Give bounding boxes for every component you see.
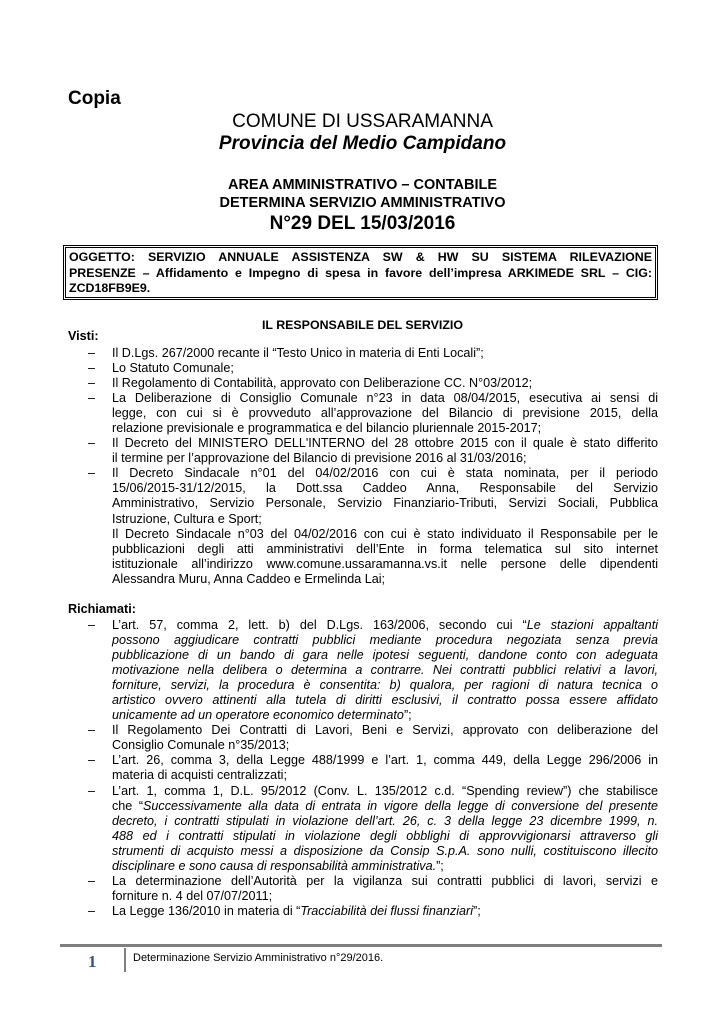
determina-heading: DETERMINA SERVIZIO AMMINISTRATIVO xyxy=(219,195,506,211)
list-item xyxy=(68,753,658,783)
quote-text: disciplinare e sono causa di responsabilità amministrativa. xyxy=(112,858,437,873)
list-item xyxy=(68,466,658,586)
quote-line: pubblicazione di un bando di gara nelle ipotesi seguenti, dandone conto con adeguata xyxy=(112,648,658,663)
quote-line: 488 ed i contratti stipulati in violazione degli obblighi di approvvigionarsi attraverso gli xyxy=(112,828,658,843)
item-line: relazione previsionale e programmatica e del bilancio pluriennale 2015-2017; xyxy=(112,421,542,436)
dash-bullet: – xyxy=(88,376,96,391)
dash-bullet: – xyxy=(88,873,96,888)
item-line: La determinazione dell’Autorità per la vigilanza sui contratti pubblici di lavori, servizi e xyxy=(112,873,658,888)
item-line: Consiglio Comunale n°35/2013; xyxy=(112,738,290,753)
item-line: forniture n. 4 del 07/07/2011; xyxy=(112,888,273,903)
dash-bullet: – xyxy=(88,903,96,918)
item-line: legge, con cui si è provveduto all’approvazione del Bilancio di previsione 2015, della xyxy=(112,406,658,421)
item-line xyxy=(112,708,658,723)
item-line: Lo Statuto Comunale; xyxy=(112,361,234,376)
item-line: Il Decreto Sindacale n°03 del 04/02/2016 con cui è stato individuato il Responsabile per le xyxy=(112,526,658,541)
dash-bullet: – xyxy=(88,391,96,406)
item-line: pubblicazioni degli atti amministrativi dell’Ente in forma telematica sul sito internet xyxy=(112,541,658,556)
oggetto-box xyxy=(65,247,656,298)
item-text: ”; xyxy=(403,708,412,723)
quote-text: Successivamente alla data di entrata in vigore della legge di conversione del presente xyxy=(143,798,659,813)
dash-bullet: – xyxy=(88,436,96,451)
footer-text: Determinazione Servizio Amministrativo n°29/2016. xyxy=(133,952,384,964)
item-line xyxy=(112,799,658,814)
item-line: L’art. 1, comma 1, D.L. 95/2012 (Conv. L. 135/2012 c.d. “Spending review”) che stabilisce xyxy=(112,783,658,798)
comune-title: COMUNE DI USSARAMANNA xyxy=(232,111,493,132)
richiamati-label: Richiamati: xyxy=(68,602,136,616)
list-item xyxy=(68,904,658,919)
list-item xyxy=(68,874,658,904)
dash-bullet: – xyxy=(88,783,96,798)
item-line: 15/06/2015-31/12/2015, la Dott.ssa Caddeo Anna, Responsabile del Servizio xyxy=(112,481,658,496)
dash-bullet: – xyxy=(88,346,96,360)
footer-rule xyxy=(60,944,662,947)
quote-text: Le stazioni appaltanti xyxy=(526,618,658,632)
list-item xyxy=(68,723,658,753)
visti-label: Visti: xyxy=(68,329,99,343)
item-line: Alessandra Muru, Anna Caddeo e Ermelinda Lai; xyxy=(112,571,386,586)
provincia-subtitle: Provincia del Medio Campidano xyxy=(218,133,507,154)
quote-line: forniture, servizi, la procedura è consentita: b) qualora, per ragioni di natura tecnica o xyxy=(112,678,658,693)
quote-line: strumenti di acquisto messi a disposizione da Consip S.p.A. sono nulli, costituiscono illecito xyxy=(112,843,658,858)
item-text: La Legge 136/2010 in materia di “ xyxy=(112,903,301,918)
richiamati-list xyxy=(68,618,658,919)
list-item xyxy=(68,436,658,466)
item-line: materia di acquisti centralizzati; xyxy=(112,768,287,783)
responsabile-heading: IL RESPONSABILE DEL SERVIZIO xyxy=(261,318,464,332)
oggetto-line: PRESENZE – Affidamento e Impegno di spesa in favore dell’impresa ARKIMEDE SRL – CIG: xyxy=(69,265,652,280)
item-line: Il D.Lgs. 267/2000 recante il “Testo Unico in materia di Enti Locali”; xyxy=(112,346,484,360)
dash-bullet: – xyxy=(88,723,96,738)
quote-line: decreto, i contratti stipulati in violazione dell’art. 26, c. 3 della legge 23 dicembre 1999, n. xyxy=(112,813,658,828)
oggetto-line: ZCD18FB9E9. xyxy=(69,281,151,296)
dash-bullet: – xyxy=(88,466,96,481)
list-item xyxy=(68,346,658,361)
item-line: istituzionale all’indirizzo www.comune.ussaramanna.vs.it nelle persone delle dipendenti xyxy=(112,556,658,571)
quote-line: motivazione nella delibera o determina a contrarre. Nei contratti pubblici relativi a lavori, xyxy=(112,663,658,678)
quote-text: unicamente ad un operatore economico determinato xyxy=(112,708,404,723)
page-number: 1 xyxy=(88,952,97,971)
item-line xyxy=(112,904,658,919)
list-item xyxy=(68,391,658,436)
list-item xyxy=(68,361,658,376)
quote-line: artistico ovvero attinenti alla tutela di diritti esclusivi, il contratto possa essere affidato xyxy=(112,693,658,708)
item-line: Il Decreto del MINISTERO DELL'INTERNO del 28 ottobre 2015 con il quale è stato differito xyxy=(112,436,658,451)
item-line: L’art. 26, comma 3, della Legge 488/1999 e l’art. 1, comma 449, della Legge 296/2006 in xyxy=(112,753,658,768)
oggetto-line: OGGETTO: SERVIZIO ANNUALE ASSISTENZA SW & HW SU SISTEMA RILEVAZIONE xyxy=(69,250,652,264)
area-heading: AREA AMMINISTRATIVO – CONTABILE xyxy=(227,177,498,193)
item-text: L’art. 57, comma 2, lett. b) del D.Lgs. 163/2006, secondo cui “ xyxy=(112,618,527,632)
footer-divider xyxy=(124,948,126,972)
item-text: ”; xyxy=(436,858,444,873)
list-item xyxy=(68,784,658,874)
item-line: Il Decreto Sindacale n°01 del 04/02/2016 con cui è stata nominata, per il periodo xyxy=(112,466,658,481)
quote-text: Tracciabilità dei flussi finanziari xyxy=(300,903,473,918)
copia-label: Copia xyxy=(68,88,121,109)
item-text: ”; xyxy=(473,903,481,918)
dash-bullet: – xyxy=(88,618,96,632)
list-item xyxy=(68,376,658,391)
dash-bullet: – xyxy=(88,753,96,768)
item-line: La Deliberazione di Consiglio Comunale n°23 in data 08/04/2015, esecutiva ai sensi di xyxy=(112,391,658,406)
item-text: che “ xyxy=(112,798,144,813)
item-line: Istruzione, Cultura e Sport; xyxy=(112,511,262,526)
list-item xyxy=(68,618,658,723)
item-line: Il Regolamento Dei Contratti di Lavori, Beni e Servizi, approvato con deliberazione del xyxy=(112,723,658,738)
visti-list xyxy=(68,346,658,587)
quote-line: possono aggiudicare contratti pubblici mediante procedura negoziata senza previa xyxy=(112,633,658,648)
item-line: il termine per l’approvazione del Bilancio di previsione 2016 al 31/03/2016; xyxy=(112,451,527,466)
dash-bullet: – xyxy=(88,361,96,376)
item-line: Il Regolamento di Contabilità, approvato con Deliberazione CC. N°03/2012; xyxy=(112,376,533,391)
item-line xyxy=(112,859,658,874)
item-line xyxy=(112,618,658,633)
determina-number: N°29 DEL 15/03/2016 xyxy=(269,213,456,234)
item-line: Amministrativo, Servizio Personale, Servizio Finanziario-Tributi, Servizi Sociali, Pubblica xyxy=(112,496,658,511)
